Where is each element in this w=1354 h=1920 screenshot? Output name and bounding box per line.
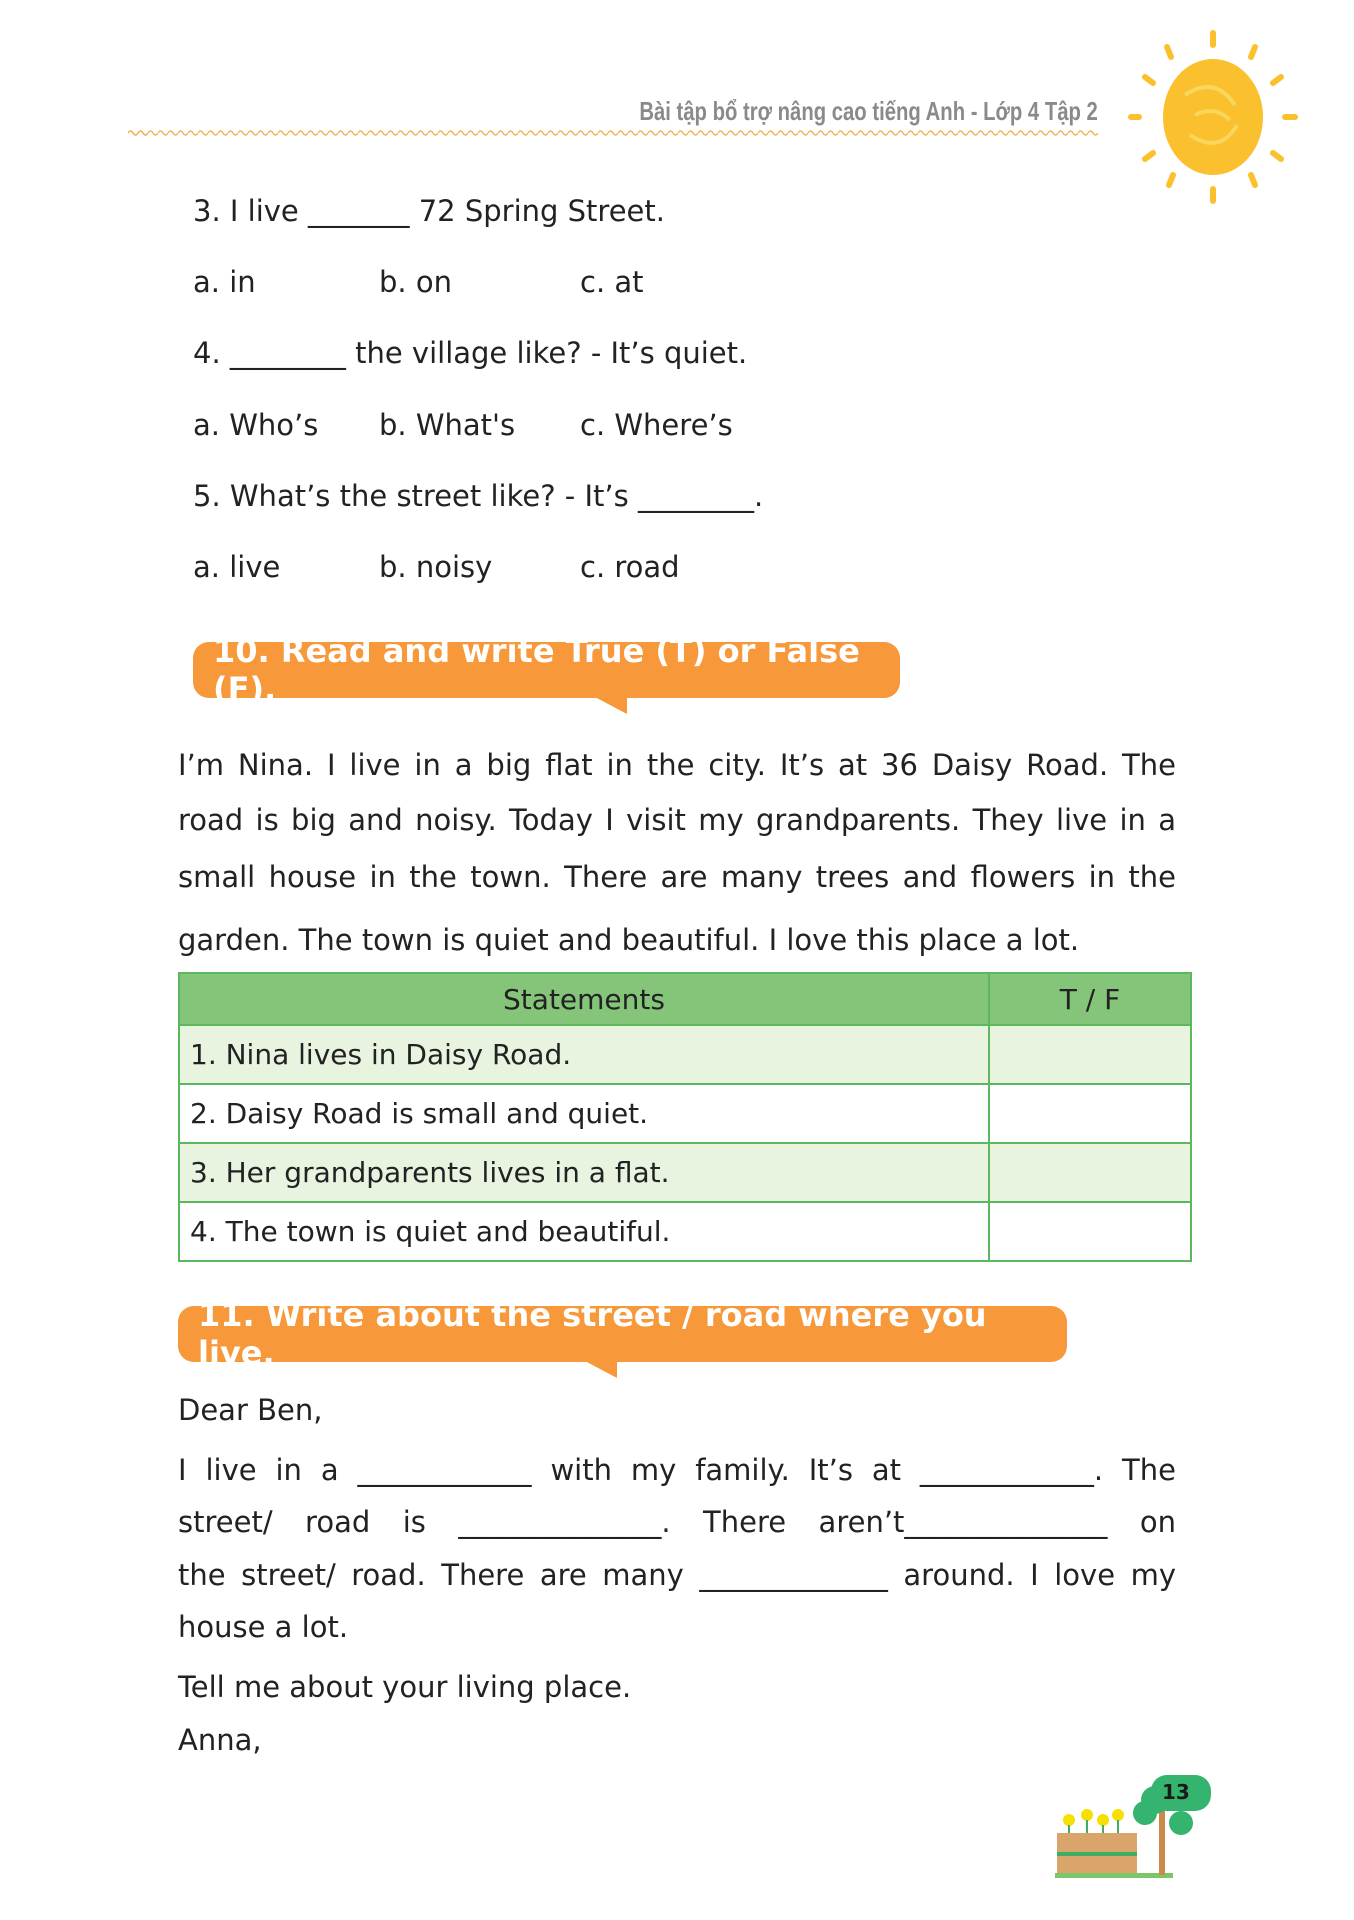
letter-line: the street/ road. There are many _____________ around. I love my: [178, 1558, 1176, 1592]
passage-line: road is big and noisy. Today I visit my grandparents. They live in a: [178, 803, 1176, 837]
page-number: 13: [1162, 1780, 1190, 1804]
answer-cell[interactable]: [989, 1143, 1191, 1202]
statement: 4. The town is quiet and beautiful.: [179, 1202, 989, 1261]
banner-tail: [593, 696, 627, 714]
option-a: a. Who’s: [193, 408, 319, 442]
header-tf: T / F: [989, 973, 1191, 1025]
section-11-banner: [178, 1296, 1067, 1372]
question-text: 4. ________ the village like? - It’s quiet.: [193, 336, 748, 370]
table-row: [179, 1084, 1191, 1143]
running-header: Bài tập bổ trợ nâng cao tiếng Anh - Lớp 4 Tập 2: [639, 96, 1098, 126]
passage-line: small house in the town. There are many trees and flowers in the: [178, 860, 1176, 894]
answer-cell[interactable]: [989, 1084, 1191, 1143]
answer-cell[interactable]: [989, 1025, 1191, 1084]
section-10-banner: [193, 632, 900, 708]
option-c: c. at: [580, 265, 644, 299]
table-row: [179, 1143, 1191, 1202]
table-row: [179, 1025, 1191, 1084]
garden-illustration: [1055, 1770, 1215, 1880]
section-10-title: 10. Read and write True (T) or False (F).: [213, 632, 860, 708]
true-false-table: [178, 972, 1192, 1262]
sun-icon: [1125, 25, 1305, 205]
letter-line: street/ road is ______________. There aren’t______________ on: [178, 1505, 1176, 1539]
letter-closing: Tell me about your living place.: [178, 1670, 632, 1704]
option-c: c. road: [580, 550, 680, 584]
option-b: b. noisy: [379, 550, 493, 584]
header-statements: Statements: [179, 973, 989, 1025]
passage-line: garden. The town is quiet and beautiful. I love this place a lot.: [178, 923, 1080, 957]
answer-cell[interactable]: [989, 1202, 1191, 1261]
option-b: b. What's: [379, 408, 516, 442]
option-c: c. Where’s: [580, 408, 733, 442]
passage-line: I’m Nina. I live in a big flat in the city. It’s at 36 Daisy Road. The: [178, 748, 1176, 782]
letter-line: I live in a ____________ with my family. It’s at ____________. The: [178, 1453, 1176, 1487]
table-header: [179, 973, 1191, 1025]
letter-signature: Anna,: [178, 1723, 262, 1757]
question-text: 3. I live _______ 72 Spring Street.: [193, 194, 665, 228]
option-a: a. in: [193, 265, 256, 299]
statement: 2. Daisy Road is small and quiet.: [179, 1084, 989, 1143]
wavy-divider: [128, 128, 1098, 138]
statement: 1. Nina lives in Daisy Road.: [179, 1025, 989, 1084]
question-text: 5. What’s the street like? - It’s ________.: [193, 479, 764, 513]
section-11-title: 11. Write about the street / road where you live.: [198, 1296, 987, 1372]
letter-line: house a lot.: [178, 1610, 349, 1644]
banner-tail: [583, 1360, 617, 1378]
letter-greeting: Dear Ben,: [178, 1393, 323, 1427]
statement: 3. Her grandparents lives in a flat.: [179, 1143, 989, 1202]
option-b: b. on: [379, 265, 452, 299]
table-row: [179, 1202, 1191, 1261]
option-a: a. live: [193, 550, 281, 584]
